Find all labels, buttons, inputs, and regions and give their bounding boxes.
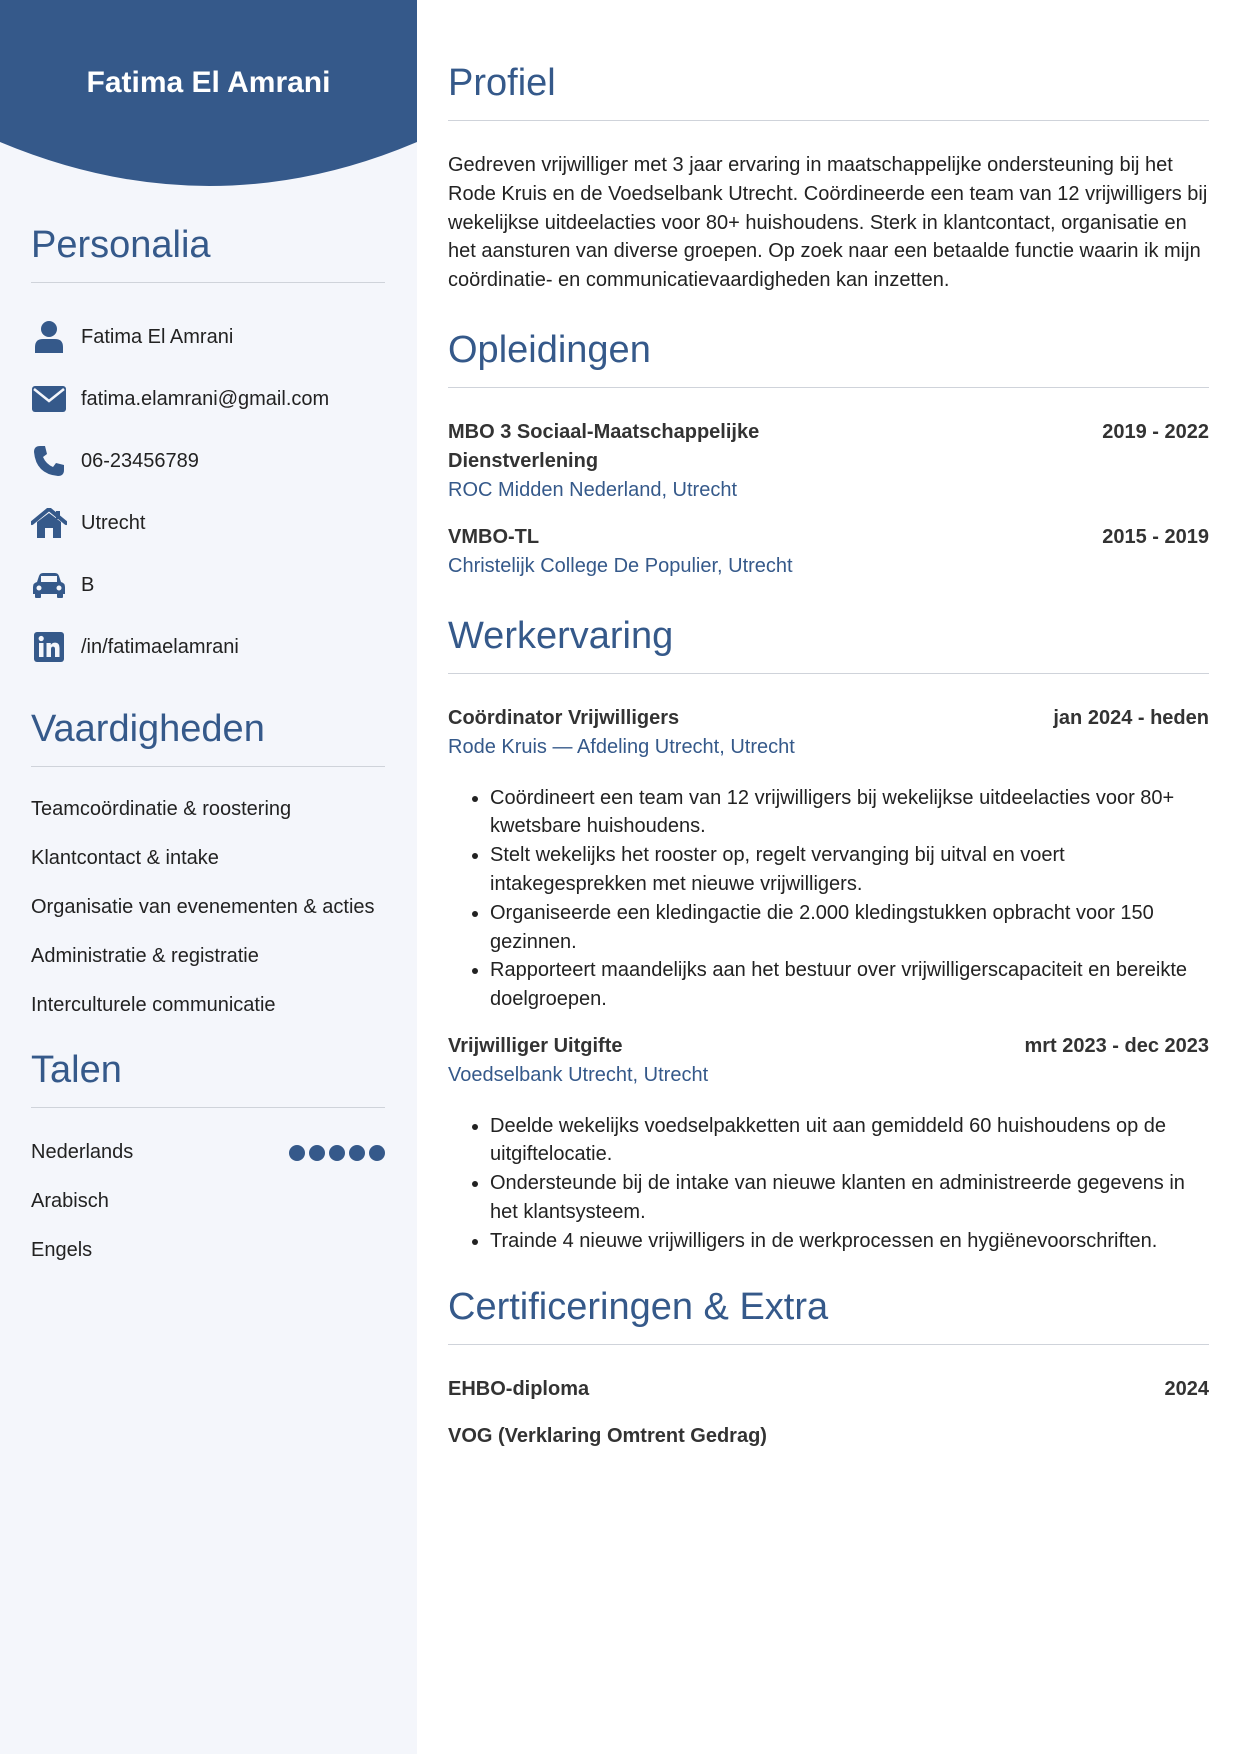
education-title: VMBO-TL bbox=[448, 526, 540, 549]
bullet-item: • Organiseerde een kledingactie die 2.000 kledingstukken opbracht voor 150 gezinnen. bbox=[490, 899, 1209, 957]
profile-text: Gedreven vrijwilliger met 3 jaar ervaring in maatschappelijke ondersteuning bij het Rode Kruis en de Voedselbank Utrecht. Coördineerde een team van 12 vrijwilligers bij wekelijkse uitdeelacties voor 80+ huishoudens. Sterk in klantcontact, organisatie en het aansturen van diverse groepen. Op zoek naar een betaalde functie waarin ik mijn coördinatie- en communicatievaardigheden kan inzetten. bbox=[448, 154, 1208, 292]
skill-item: Klantcontact & intake bbox=[31, 847, 219, 869]
bullet-item: • Ondersteunde bij de intake van nieuwe klanten en administreerde gegevens in het klantsysteem. bbox=[490, 1169, 1209, 1227]
education-school: ROC Midden Nederland, Utrecht bbox=[448, 478, 738, 501]
certification-year: 2024 bbox=[1164, 1377, 1209, 1400]
linkedin-icon bbox=[31, 629, 67, 665]
envelope-icon bbox=[31, 381, 67, 417]
divider bbox=[31, 766, 385, 767]
profiel-heading: Profiel bbox=[448, 62, 556, 104]
contact-email[interactable] bbox=[31, 368, 385, 430]
contact-name-text: Fatima El Amrani bbox=[81, 325, 234, 348]
contact-city bbox=[31, 492, 385, 554]
bullet-item: • Deelde wekelijks voedselpakketten uit aan gemiddeld 60 huishoudens op de uitgiftelocatie. bbox=[490, 1112, 1209, 1170]
language-level-dots bbox=[289, 1145, 385, 1161]
job-organization: Voedselbank Utrecht, Utrecht bbox=[448, 1063, 709, 1086]
divider bbox=[31, 282, 385, 283]
experience-entry bbox=[448, 704, 1209, 1014]
opleidingen-heading: Opleidingen bbox=[448, 328, 651, 371]
skill-item: Teamcoördinatie & roostering bbox=[31, 798, 292, 820]
main-content bbox=[448, 60, 1209, 1451]
language-item bbox=[31, 1226, 385, 1275]
contact-name bbox=[31, 306, 385, 368]
job-period: mrt 2023 - dec 2023 bbox=[1024, 1034, 1209, 1057]
contact-linkedin[interactable] bbox=[31, 616, 385, 678]
languages-section bbox=[31, 1047, 385, 1275]
contact-phone[interactable] bbox=[31, 430, 385, 492]
education-school: Christelijk College De Populier, Utrecht bbox=[448, 555, 793, 578]
contact-email-text[interactable]: fatima.elamrani@gmail.com bbox=[81, 387, 330, 410]
skills-section bbox=[31, 706, 385, 1019]
car-icon bbox=[31, 567, 67, 603]
bullet-item: • Stelt wekelijks het rooster op, regelt vervanging bij uitval en voert intakegesprekken met nieuwe vrijwilligers. bbox=[490, 841, 1209, 899]
certification-title: VOG (Verklaring Omtrent Gedrag) bbox=[448, 1425, 767, 1448]
skill-item: Organisatie van evenementen & acties bbox=[31, 896, 375, 918]
divider bbox=[448, 1344, 1209, 1345]
personalia-heading: Personalia bbox=[31, 224, 211, 266]
education-title: MBO 3 Sociaal-Maatschappelijke Dienstverlening bbox=[448, 420, 760, 472]
header-name: Fatima El Amrani bbox=[86, 66, 331, 99]
contact-list bbox=[31, 306, 385, 678]
home-icon bbox=[31, 505, 67, 541]
werkervaring-heading: Werkervaring bbox=[448, 614, 674, 657]
contact-phone-text[interactable]: 06-23456789 bbox=[81, 449, 199, 472]
sidebar bbox=[0, 0, 417, 1754]
language-name: Engels bbox=[31, 1239, 93, 1261]
contact-license-text: B bbox=[81, 573, 95, 596]
divider bbox=[448, 120, 1209, 121]
certification-title: EHBO-diploma bbox=[448, 1377, 590, 1400]
job-title: Vrijwilliger Uitgifte bbox=[448, 1034, 623, 1057]
contact-license bbox=[31, 554, 385, 616]
skills-list bbox=[31, 795, 385, 1019]
certification-item bbox=[448, 1422, 1209, 1451]
contact-city-text: Utrecht bbox=[81, 511, 146, 534]
languages-list bbox=[31, 1128, 385, 1275]
level-dot bbox=[289, 1145, 305, 1161]
level-dot bbox=[309, 1145, 325, 1161]
skill-item: Interculturele communicatie bbox=[31, 994, 276, 1016]
experience-section bbox=[448, 613, 1209, 1256]
education-entry bbox=[448, 523, 1209, 581]
level-dot bbox=[369, 1145, 385, 1161]
talen-heading: Talen bbox=[31, 1049, 122, 1091]
job-period: jan 2024 - heden bbox=[1053, 706, 1209, 729]
certification-item bbox=[448, 1375, 1209, 1404]
level-dot bbox=[329, 1145, 345, 1161]
language-name: Arabisch bbox=[31, 1190, 109, 1212]
certificeringen-heading: Certificeringen & Extra bbox=[448, 1285, 829, 1328]
bullet-item: • Trainde 4 nieuwe vrijwilligers in de werkprocessen en hygiënevoorschriften. bbox=[490, 1227, 1209, 1256]
language-item bbox=[31, 1177, 385, 1226]
job-bullets bbox=[448, 1112, 1209, 1256]
job-organization: Rode Kruis — Afdeling Utrecht, Utrecht bbox=[448, 735, 795, 758]
contact-linkedin-text[interactable]: /in/fatimaelamrani bbox=[81, 635, 239, 658]
language-item bbox=[31, 1128, 385, 1177]
divider bbox=[448, 387, 1209, 388]
level-dot bbox=[349, 1145, 365, 1161]
experience-entry bbox=[448, 1032, 1209, 1256]
education-period: 2019 - 2022 bbox=[1102, 420, 1209, 443]
profile-section bbox=[448, 60, 1209, 295]
phone-icon bbox=[31, 443, 67, 479]
job-title: Coördinator Vrijwilligers bbox=[448, 706, 680, 729]
skill-item: Administratie & registratie bbox=[31, 945, 259, 967]
education-entry bbox=[448, 418, 1209, 504]
education-section bbox=[448, 327, 1209, 581]
user-icon bbox=[31, 319, 67, 355]
divider bbox=[31, 1107, 385, 1108]
divider bbox=[448, 673, 1209, 674]
header-banner bbox=[0, 0, 417, 186]
education-period: 2015 - 2019 bbox=[1102, 526, 1209, 549]
bullet-item: • Coördineert een team van 12 vrijwilligers bij wekelijkse uitdeelacties voor 80+ kwetsbare huishoudens. bbox=[490, 784, 1209, 842]
language-name: Nederlands bbox=[31, 1141, 134, 1163]
certifications-section bbox=[448, 1284, 1209, 1452]
job-bullets bbox=[448, 784, 1209, 1014]
bullet-item: • Rapporteert maandelijks aan het bestuur over vrijwilligerscapaciteit en bereikte doelgroepen. bbox=[490, 956, 1209, 1014]
vaardigheden-heading: Vaardigheden bbox=[31, 708, 265, 750]
